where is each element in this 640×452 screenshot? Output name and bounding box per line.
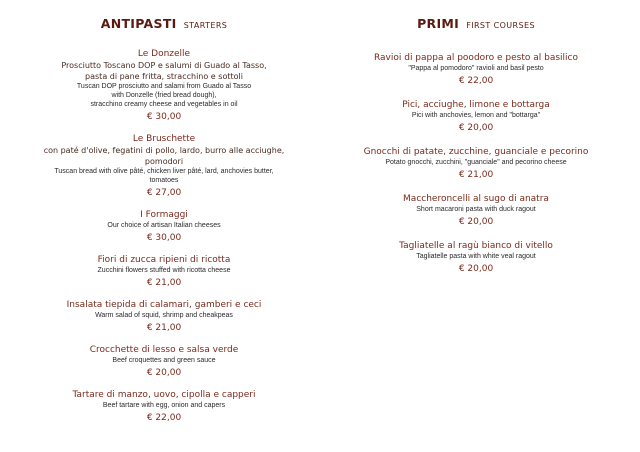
dish-name: Pici, acciughe, limone e bottarga bbox=[402, 100, 550, 110]
dish-description-en: Warm salad of squid, shrimp and cheakpeas bbox=[95, 312, 233, 319]
menu-item-tagliatelle bbox=[328, 240, 624, 275]
primi-column bbox=[328, 14, 624, 287]
dish-description-en: Potato gnocchi, zucchini, "guanciale" and pecorino cheese bbox=[385, 159, 567, 166]
dish-description-en: Beef tartare with egg, onion and capers bbox=[102, 402, 226, 409]
dish-price: € 21,00 bbox=[458, 170, 494, 180]
dish-description-en: "Pappa al pomodoro" ravioli and basil pesto bbox=[408, 65, 544, 72]
dish-description-it: con paté d'olive, fegatini di pollo, lardo, burro alle acciughe, bbox=[43, 146, 285, 155]
dish-name: Tagliatelle al ragù bianco di vitello bbox=[399, 241, 553, 251]
dish-price: € 21,00 bbox=[146, 323, 182, 333]
dish-price: € 22,00 bbox=[146, 413, 182, 423]
menu-item-maccheroncelli bbox=[328, 193, 624, 228]
dish-name: Insalata tiepida di calamari, gamberi e ceci bbox=[66, 300, 262, 310]
dish-price: € 20,00 bbox=[458, 264, 494, 274]
primi-heading bbox=[328, 14, 624, 34]
dish-description-en: Tuscan bread with olive pâté, chicken liver pâté, lard, anchovies butter, bbox=[54, 168, 274, 175]
dish-name: I Formaggi bbox=[140, 210, 188, 220]
dish-name: Crocchette di lesso e salsa verde bbox=[89, 345, 239, 355]
dish-name: Le Donzelle bbox=[137, 49, 191, 59]
antipasti-subtitle: STARTERS bbox=[183, 21, 228, 30]
menu-item-crocchette bbox=[16, 344, 312, 379]
dish-price: € 20,00 bbox=[458, 123, 494, 133]
dish-description-it: pasta di pane fritta, stracchino e sottoli bbox=[85, 72, 243, 81]
dish-price: € 22,00 bbox=[458, 76, 494, 86]
menu-item-tartare bbox=[16, 389, 312, 424]
menu-item-pici bbox=[328, 99, 624, 134]
dish-description-en: Beef croquettes and green sauce bbox=[112, 357, 216, 364]
primi-title: PRIMI bbox=[417, 16, 460, 31]
menu-item-insalata-tiepida bbox=[16, 299, 312, 334]
dish-description-en: Zucchini flowers stuffed with ricotta cheese bbox=[97, 267, 231, 274]
menu-item-le-bruschette bbox=[16, 133, 312, 199]
dish-description-en: Tagliatelle pasta with white veal ragout bbox=[416, 253, 536, 260]
menu-item-gnocchi bbox=[328, 146, 624, 181]
dish-description-en: tomatoes bbox=[149, 177, 179, 184]
dish-name: Tartare di manzo, uovo, cipolla e capperi bbox=[72, 390, 256, 400]
dish-description-it: pomodori bbox=[144, 157, 184, 166]
primi-subtitle: FIRST COURSES bbox=[466, 21, 535, 30]
dish-description-en: Tuscan DOP prosciutto and salami from Guado al Tasso bbox=[76, 83, 252, 90]
antipasti-title: ANTIPASTI bbox=[100, 16, 177, 31]
dish-description-en: with Donzelle (fried bread dough), bbox=[111, 92, 217, 99]
dish-price: € 30,00 bbox=[146, 112, 182, 122]
dish-price: € 20,00 bbox=[146, 368, 182, 378]
antipasti-column bbox=[16, 14, 312, 434]
menu-item-fiori-di-zucca bbox=[16, 254, 312, 289]
dish-name: Maccheroncelli al sugo di anatra bbox=[403, 194, 549, 204]
dish-name: Ravioi di pappa al poodoro e pesto al basilico bbox=[373, 53, 579, 63]
menu-item-ravioli bbox=[328, 52, 624, 87]
dish-description-en: Our choice of artisan Italian cheeses bbox=[107, 222, 221, 229]
dish-name: Gnocchi di patate, zucchine, guanciale e pecorino bbox=[363, 147, 589, 157]
antipasti-heading bbox=[16, 14, 312, 34]
dish-description-en: stracchino creamy cheese and vegetables in oil bbox=[90, 101, 238, 108]
dish-price: € 21,00 bbox=[146, 278, 182, 288]
dish-price: € 30,00 bbox=[146, 233, 182, 243]
dish-description-en: Short macaroni pasta with duck ragout bbox=[416, 206, 536, 213]
dish-name: Fiori di zucca ripieni di ricotta bbox=[97, 255, 231, 265]
dish-description-en: Pici with anchovies, lemon and "bottarga" bbox=[411, 112, 541, 119]
dish-price: € 27,00 bbox=[146, 188, 182, 198]
menu-item-le-donzelle bbox=[16, 48, 312, 123]
dish-description-it: Prosciutto Toscano DOP e salumi di Guado al Tasso, bbox=[61, 61, 267, 70]
dish-name: Le Bruschette bbox=[132, 134, 196, 144]
dish-price: € 20,00 bbox=[458, 217, 494, 227]
menu-item-i-formaggi bbox=[16, 209, 312, 244]
